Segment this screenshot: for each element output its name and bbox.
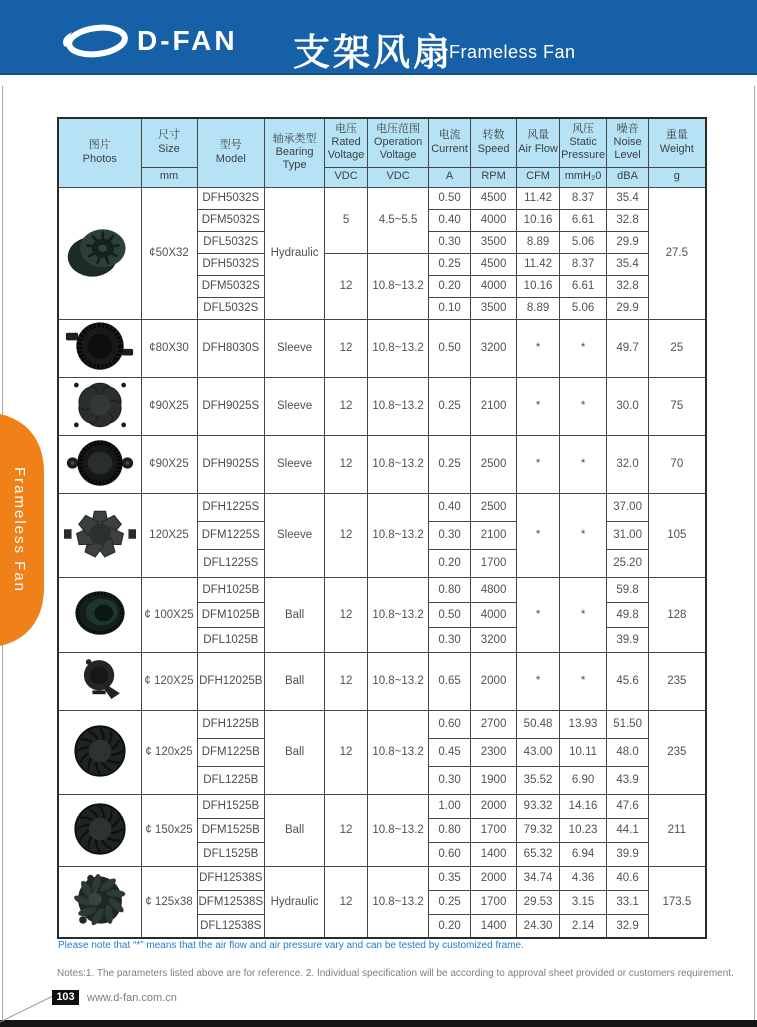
pressure-cell: * xyxy=(560,377,607,435)
bearing-cell: Ball xyxy=(265,794,325,866)
page-bottom-bar xyxy=(0,1020,757,1027)
col-unit-speed: RPM xyxy=(471,167,517,187)
page-number-badge: 103 xyxy=(52,990,79,1005)
model-cell: DFM1025B xyxy=(197,602,265,627)
spec-row xyxy=(58,187,706,209)
speed-cell: 4800 xyxy=(471,577,517,602)
current-cell: 0.30 xyxy=(429,766,471,794)
current-cell: 0.35 xyxy=(429,866,471,890)
rated-voltage-cell: 12 xyxy=(325,493,368,577)
operation-voltage-cell: 10.8~13.2 xyxy=(368,493,429,577)
weight-cell: 235 xyxy=(649,652,706,710)
col-unit-static-pressure: mmH₂0 xyxy=(560,167,607,187)
noise-cell: 32.0 xyxy=(607,435,649,493)
airflow-cell: * xyxy=(517,435,560,493)
fan-photo-cell xyxy=(58,319,141,377)
speed-cell: 2100 xyxy=(471,521,517,549)
speed-cell: 2000 xyxy=(471,866,517,890)
speed-cell: 2500 xyxy=(471,435,517,493)
spec-row xyxy=(58,710,706,738)
speed-cell: 2700 xyxy=(471,710,517,738)
pressure-cell: 10.23 xyxy=(560,818,607,842)
current-cell: 0.10 xyxy=(429,297,471,319)
current-cell: 0.20 xyxy=(429,549,471,577)
weight-cell: 235 xyxy=(649,710,706,794)
bearing-cell: Sleeve xyxy=(265,435,325,493)
airflow-cell: * xyxy=(517,493,560,577)
airflow-cell: 43.00 xyxy=(517,738,560,766)
model-cell: DFM1225S xyxy=(197,521,265,549)
size-cell: ¢50X32 xyxy=(141,187,197,319)
model-cell: DFL1025B xyxy=(197,627,265,652)
spec-table-head xyxy=(58,118,706,187)
col-unit-rated-voltage: VDC xyxy=(325,167,368,187)
bearing-cell: Sleeve xyxy=(265,319,325,377)
page-title-zh: 支架风扇 xyxy=(293,32,453,73)
airflow-cell: * xyxy=(517,577,560,652)
noise-cell: 35.4 xyxy=(607,253,649,275)
size-cell: 120X25 xyxy=(141,493,197,577)
weight-cell: 27.5 xyxy=(649,187,706,319)
noise-cell: 32.9 xyxy=(607,914,649,938)
airflow-cell: 29.53 xyxy=(517,890,560,914)
airflow-cell: 11.42 xyxy=(517,187,560,209)
reference-notes: Notes:1. The parameters listed above are for reference. 2. Individual specification will be according to approval sheet provided or customers requirement. xyxy=(57,968,734,979)
model-cell: DFH8030S xyxy=(197,319,265,377)
bearing-cell: Hydraulic xyxy=(265,187,325,319)
rated-voltage-cell: 12 xyxy=(325,710,368,794)
airflow-cell: 34.74 xyxy=(517,866,560,890)
header-bar xyxy=(0,0,757,75)
col-header-speed: 转数 Speed xyxy=(471,118,517,167)
rated-voltage-cell: 12 xyxy=(325,377,368,435)
col-header-static-pressure: 风压 Static Pressure xyxy=(560,118,607,167)
weight-cell: 211 xyxy=(649,794,706,866)
speed-cell: 4500 xyxy=(471,187,517,209)
current-cell: 0.60 xyxy=(429,710,471,738)
speed-cell: 4000 xyxy=(471,209,517,231)
swoosh-ellipse-icon xyxy=(60,22,130,60)
noise-cell: 29.9 xyxy=(607,297,649,319)
model-cell: DFL5032S xyxy=(197,231,265,253)
model-cell: DFL12538S xyxy=(197,914,265,938)
col-header-photos: 图片 Photos xyxy=(58,118,141,187)
fan-photo-cell xyxy=(58,577,141,652)
current-cell: 0.65 xyxy=(429,652,471,710)
current-cell: 0.60 xyxy=(429,842,471,866)
noise-cell: 48.0 xyxy=(607,738,649,766)
fan-photo-cell xyxy=(58,377,141,435)
side-tab-frameless-fan xyxy=(0,411,48,649)
noise-cell: 59.8 xyxy=(607,577,649,602)
weight-cell: 128 xyxy=(649,577,706,652)
corner-diagonal-line xyxy=(0,990,58,1024)
model-cell: DFL5032S xyxy=(197,297,265,319)
logo-text: D-FAN xyxy=(137,25,238,56)
col-header-noise-level: 噪音 Noise Level xyxy=(607,118,649,167)
col-unit-air-flow: CFM xyxy=(517,167,560,187)
axial-fan-petal-blades-photo xyxy=(64,378,136,432)
header-row-units xyxy=(58,167,706,187)
col-header-rated-voltage: 电压 Rated Voltage xyxy=(325,118,368,167)
pressure-cell: 5.06 xyxy=(560,297,607,319)
current-cell: 0.30 xyxy=(429,231,471,253)
website-url: www.d-fan.com.cn xyxy=(87,992,177,1004)
speed-cell: 1700 xyxy=(471,549,517,577)
rated-voltage-cell: 12 xyxy=(325,652,368,710)
dome-fan-dark-teal-photo xyxy=(64,586,136,640)
pressure-cell: 6.61 xyxy=(560,275,607,297)
col-header-current: 电流 Current xyxy=(429,118,471,167)
noise-cell: 49.8 xyxy=(607,602,649,627)
seven-blade-axial-fan-photo xyxy=(64,507,136,561)
current-cell: 0.40 xyxy=(429,493,471,521)
speed-cell: 4000 xyxy=(471,602,517,627)
current-cell: 0.25 xyxy=(429,435,471,493)
spec-row xyxy=(58,319,706,377)
current-cell: 0.30 xyxy=(429,521,471,549)
pressure-cell: * xyxy=(560,493,607,577)
noise-cell: 33.1 xyxy=(607,890,649,914)
radial-blower-wheel-large-photo xyxy=(64,724,136,778)
rated-voltage-cell: 12 xyxy=(325,794,368,866)
size-cell: ¢ 125x38 xyxy=(141,866,197,938)
round-blower-with-tabs-photo xyxy=(64,320,136,374)
model-cell: DFH1525B xyxy=(197,794,265,818)
pressure-cell: 3.15 xyxy=(560,890,607,914)
radial-blower-wheel-large-photo xyxy=(64,802,136,856)
size-cell: ¢90X25 xyxy=(141,377,197,435)
weight-cell: 173.5 xyxy=(649,866,706,938)
model-cell: DFM12538S xyxy=(197,890,265,914)
spec-row xyxy=(58,377,706,435)
current-cell: 1.00 xyxy=(429,794,471,818)
pressure-cell: 8.37 xyxy=(560,253,607,275)
airflow-cell: 24.30 xyxy=(517,914,560,938)
spec-row xyxy=(58,435,706,493)
speed-cell: 4000 xyxy=(471,275,517,297)
bearing-cell: Ball xyxy=(265,710,325,794)
airflow-cell: 35.52 xyxy=(517,766,560,794)
operation-voltage-cell: 10.8~13.2 xyxy=(368,319,429,377)
current-cell: 0.80 xyxy=(429,577,471,602)
noise-cell: 32.8 xyxy=(607,275,649,297)
speed-cell: 3200 xyxy=(471,319,517,377)
airflow-cell: 79.32 xyxy=(517,818,560,842)
airflow-cell: 11.42 xyxy=(517,253,560,275)
noise-cell: 25.20 xyxy=(607,549,649,577)
fan-photo-cell xyxy=(58,493,141,577)
col-unit-noise-level: dBA xyxy=(607,167,649,187)
model-cell: DFH5032S xyxy=(197,253,265,275)
noise-cell: 32.8 xyxy=(607,209,649,231)
weight-cell: 25 xyxy=(649,319,706,377)
pressure-cell: 4.36 xyxy=(560,866,607,890)
page-right-border xyxy=(754,86,755,1020)
model-cell: DFL1225S xyxy=(197,549,265,577)
side-tab-label: Frameless Fan xyxy=(11,466,28,594)
speed-cell: 1900 xyxy=(471,766,517,794)
col-header-weight: 重量 Weight xyxy=(649,118,706,167)
model-cell: DFM1525B xyxy=(197,818,265,842)
noise-cell: 39.9 xyxy=(607,627,649,652)
weight-cell: 75 xyxy=(649,377,706,435)
speed-cell: 3500 xyxy=(471,231,517,253)
speed-cell: 1700 xyxy=(471,890,517,914)
pressure-cell: 6.90 xyxy=(560,766,607,794)
speed-cell: 1400 xyxy=(471,842,517,866)
pressure-cell: 5.06 xyxy=(560,231,607,253)
pressure-cell: 6.61 xyxy=(560,209,607,231)
operation-voltage-cell: 10.8~13.2 xyxy=(368,794,429,866)
model-cell: DFH1225S xyxy=(197,493,265,521)
noise-cell: 44.1 xyxy=(607,818,649,842)
spec-row xyxy=(58,794,706,818)
pressure-cell: 2.14 xyxy=(560,914,607,938)
model-cell: DFH12025B xyxy=(197,652,265,710)
col-unit-current: A xyxy=(429,167,471,187)
size-cell: ¢ 100X25 xyxy=(141,577,197,652)
current-cell: 0.40 xyxy=(429,209,471,231)
pressure-cell: * xyxy=(560,577,607,652)
current-cell: 0.20 xyxy=(429,275,471,297)
header-row-labels xyxy=(58,118,706,167)
airflow-cell: 8.89 xyxy=(517,297,560,319)
pressure-cell: 8.37 xyxy=(560,187,607,209)
operation-voltage-cell: 10.8~13.2 xyxy=(368,866,429,938)
noise-cell: 31.00 xyxy=(607,521,649,549)
speed-cell: 2500 xyxy=(471,493,517,521)
col-unit-operation-voltage: VDC xyxy=(368,167,429,187)
noise-cell: 35.4 xyxy=(607,187,649,209)
noise-cell: 37.00 xyxy=(607,493,649,521)
model-cell: DFM5032S xyxy=(197,209,265,231)
current-cell: 0.20 xyxy=(429,914,471,938)
airflow-cell: * xyxy=(517,319,560,377)
noise-cell: 30.0 xyxy=(607,377,649,435)
fan-photo-cell xyxy=(58,652,141,710)
pressure-cell: 10.11 xyxy=(560,738,607,766)
airflow-cell: 10.16 xyxy=(517,275,560,297)
model-cell: DFH1025B xyxy=(197,577,265,602)
fan-photo-cell xyxy=(58,435,141,493)
speed-cell: 2000 xyxy=(471,652,517,710)
model-cell: DFH12538S xyxy=(197,866,265,890)
current-cell: 0.25 xyxy=(429,377,471,435)
current-cell: 0.50 xyxy=(429,602,471,627)
airflow-cell: * xyxy=(517,652,560,710)
current-cell: 0.25 xyxy=(429,890,471,914)
model-cell: DFH9025S xyxy=(197,435,265,493)
current-cell: 0.50 xyxy=(429,319,471,377)
fan-photo-cell xyxy=(58,187,141,319)
bearing-cell: Sleeve xyxy=(265,493,325,577)
airflow-cell: 65.32 xyxy=(517,842,560,866)
operation-voltage-cell: 10.8~13.2 xyxy=(368,253,429,319)
current-cell: 0.30 xyxy=(429,627,471,652)
operation-voltage-cell: 10.8~13.2 xyxy=(368,377,429,435)
speed-cell: 2000 xyxy=(471,794,517,818)
brand-logo xyxy=(60,22,238,60)
fan-photo-cell xyxy=(58,710,141,794)
pressure-cell: 13.93 xyxy=(560,710,607,738)
noise-cell: 49.7 xyxy=(607,319,649,377)
col-unit-weight: g xyxy=(649,167,706,187)
rated-voltage-cell: 5 xyxy=(325,187,368,253)
pressure-cell: 6.94 xyxy=(560,842,607,866)
noise-cell: 51.50 xyxy=(607,710,649,738)
col-header-model: 型号 Model xyxy=(197,118,265,187)
col-header-size: 尺寸 Size xyxy=(141,118,197,167)
speed-cell: 3500 xyxy=(471,297,517,319)
size-cell: ¢ 120x25 xyxy=(141,710,197,794)
airflow-cell: * xyxy=(517,377,560,435)
spec-row xyxy=(58,652,706,710)
centrifugal-blower-wheel-photo xyxy=(64,225,136,279)
rated-voltage-cell: 12 xyxy=(325,253,368,319)
operation-voltage-cell: 4.5~5.5 xyxy=(368,187,429,253)
airflow-cell: 50.48 xyxy=(517,710,560,738)
noise-cell: 40.6 xyxy=(607,866,649,890)
speed-cell: 3200 xyxy=(471,627,517,652)
noise-cell: 45.6 xyxy=(607,652,649,710)
pressure-cell: 14.16 xyxy=(560,794,607,818)
asterisk-note: Please note that “*” means that the air flow and air pressure vary and can be tested by customized frame. xyxy=(58,940,524,951)
fan-photo-cell xyxy=(58,866,141,938)
finned-round-fan-with-ears-photo xyxy=(64,436,136,490)
current-cell: 0.45 xyxy=(429,738,471,766)
rated-voltage-cell: 12 xyxy=(325,577,368,652)
noise-cell: 43.9 xyxy=(607,766,649,794)
operation-voltage-cell: 10.8~13.2 xyxy=(368,710,429,794)
small-round-fan-with-foot-photo xyxy=(64,653,136,707)
model-cell: DFH1225B xyxy=(197,710,265,738)
speed-cell: 2300 xyxy=(471,738,517,766)
page-title-en: Frameless Fan xyxy=(449,42,576,62)
speed-cell: 2100 xyxy=(471,377,517,435)
spec-table xyxy=(57,117,707,939)
noise-cell: 39.9 xyxy=(607,842,649,866)
pressure-cell: * xyxy=(560,652,607,710)
speed-cell: 1700 xyxy=(471,818,517,842)
model-cell: DFH9025S xyxy=(197,377,265,435)
bearing-cell: Sleeve xyxy=(265,377,325,435)
bearing-cell: Ball xyxy=(265,652,325,710)
speed-cell: 4500 xyxy=(471,253,517,275)
col-header-air-flow: 风量 Air Flow xyxy=(517,118,560,167)
spec-table-body xyxy=(58,187,706,938)
current-cell: 0.25 xyxy=(429,253,471,275)
rated-voltage-cell: 12 xyxy=(325,435,368,493)
noise-cell: 47.6 xyxy=(607,794,649,818)
airflow-cell: 93.32 xyxy=(517,794,560,818)
bearing-cell: Ball xyxy=(265,577,325,652)
rated-voltage-cell: 12 xyxy=(325,866,368,938)
fan-photo-cell xyxy=(58,794,141,866)
model-cell: DFH5032S xyxy=(197,187,265,209)
noise-cell: 29.9 xyxy=(607,231,649,253)
model-cell: DFM5032S xyxy=(197,275,265,297)
current-cell: 0.80 xyxy=(429,818,471,842)
spec-row xyxy=(58,493,706,521)
swept-impeller-fan-photo xyxy=(64,873,136,927)
operation-voltage-cell: 10.8~13.2 xyxy=(368,652,429,710)
spec-row xyxy=(58,577,706,602)
size-cell: ¢90X25 xyxy=(141,435,197,493)
bearing-cell: Hydraulic xyxy=(265,866,325,938)
col-header-bearing-type: 轴承类型 Bearing Type xyxy=(265,118,325,187)
speed-cell: 1400 xyxy=(471,914,517,938)
weight-cell: 105 xyxy=(649,493,706,577)
size-cell: ¢ 120X25 xyxy=(141,652,197,710)
airflow-cell: 10.16 xyxy=(517,209,560,231)
model-cell: DFL1525B xyxy=(197,842,265,866)
pressure-cell: * xyxy=(560,435,607,493)
weight-cell: 70 xyxy=(649,435,706,493)
rated-voltage-cell: 12 xyxy=(325,319,368,377)
size-cell: ¢ 150x25 xyxy=(141,794,197,866)
current-cell: 0.50 xyxy=(429,187,471,209)
operation-voltage-cell: 10.8~13.2 xyxy=(368,577,429,652)
col-header-operation-voltage: 电压范围 Operation Voltage xyxy=(368,118,429,167)
model-cell: DFM1225B xyxy=(197,738,265,766)
size-cell: ¢80X30 xyxy=(141,319,197,377)
spec-row xyxy=(58,866,706,890)
airflow-cell: 8.89 xyxy=(517,231,560,253)
operation-voltage-cell: 10.8~13.2 xyxy=(368,435,429,493)
pressure-cell: * xyxy=(560,319,607,377)
model-cell: DFL1225B xyxy=(197,766,265,794)
col-unit-size: mm xyxy=(141,167,197,187)
